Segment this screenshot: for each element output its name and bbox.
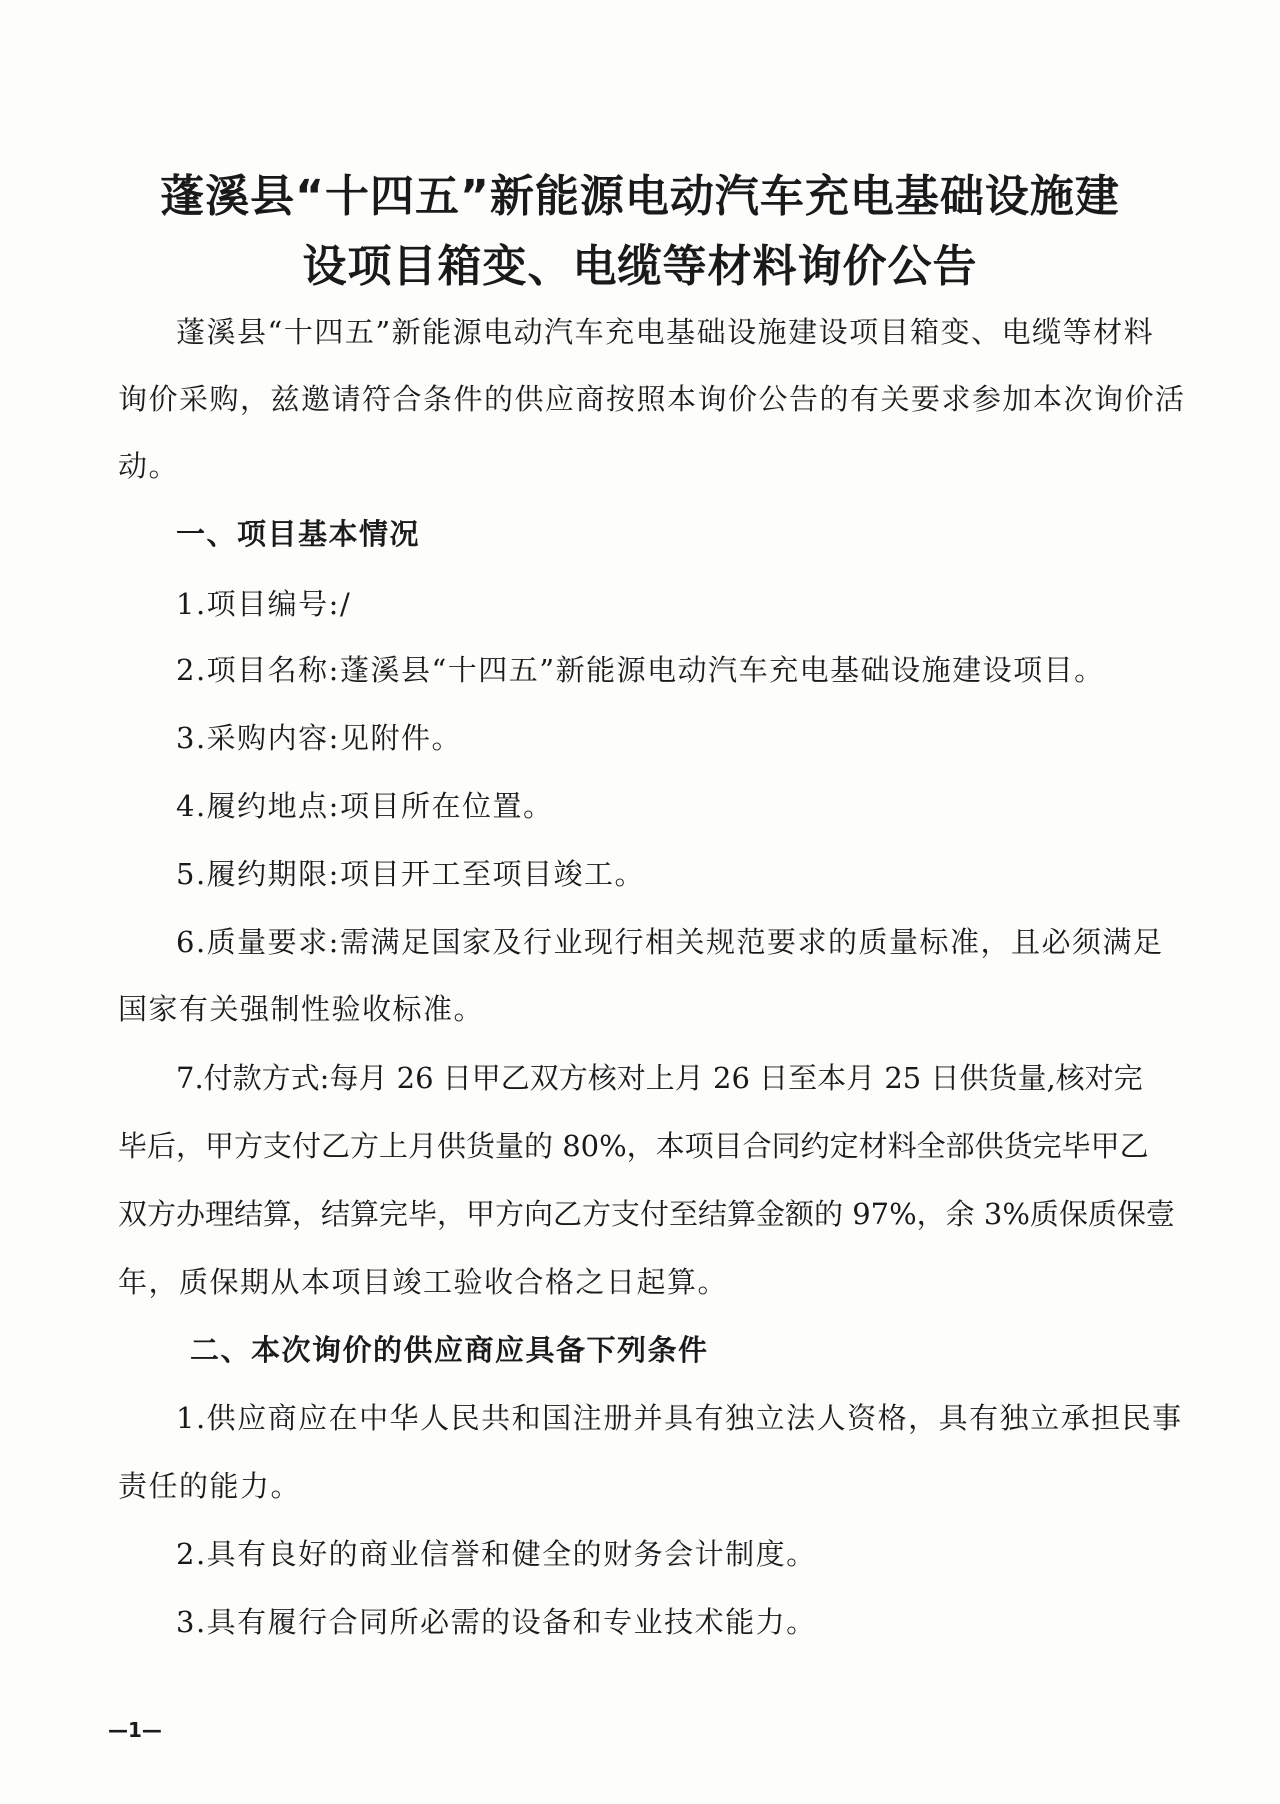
section-1-heading: 一、项目基本情况 [176,517,421,551]
item-technical-capability: 3.具有履行合同所必需的设备和专业技术能力。 [176,1605,817,1639]
item-project-number: 1.项目编号:/ [176,587,352,621]
item-quality-requirement-line-2: 国家有关强制性验收标准。 [118,992,485,1026]
item-performance-period: 5.履约期限:项目开工至项目竣工。 [176,857,645,891]
item-payment-method-line-2: 毕后，甲方支付乙方上月供货量的 80%，本项目合同约定材料全部供货完毕甲乙 [118,1129,1149,1163]
section-2-heading: 二、本次询价的供应商应具备下列条件 [190,1333,709,1367]
intro-paragraph-line-2: 询价采购，兹邀请符合条件的供应商按照本询价公告的有关要求参加本次询价活 [118,382,1186,416]
page-number: —1— [108,1718,162,1742]
document-title-line-2: 设项目箱变、电缆等材料询价公告 [302,241,978,292]
item-payment-method-line-4: 年，质保期从本项目竣工验收合格之日起算。 [118,1265,729,1299]
intro-paragraph-line-3: 动。 [118,449,180,483]
document-title-line-1: 蓬溪县“十四五”新能源电动汽车充电基础设施建 [160,171,1120,222]
item-payment-method-line-3: 双方办理结算，结算完毕，甲方向乙方支付至结算金额的 97%，余 3%质保质保壹 [118,1197,1175,1231]
item-procurement-content: 3.采购内容:见附件。 [176,721,462,755]
item-performance-location: 4.履约地点:项目所在位置。 [176,789,554,823]
intro-paragraph-line-1: 蓬溪县“十四五”新能源电动汽车充电基础设施建设项目箱变、电缆等材料 [176,315,1155,349]
item-project-name: 2.项目名称:蓬溪县“十四五”新能源电动汽车充电基础设施建设项目。 [176,653,1105,687]
item-quality-requirement-line-1: 6.质量要求:需满足国家及行业现行相关规范要求的质量标准，且必须满足 [176,925,1164,959]
item-business-reputation: 2.具有良好的商业信誉和健全的财务会计制度。 [176,1537,817,1571]
item-supplier-qualification-line-1: 1.供应商应在中华人民共和国注册并具有独立法人资格，具有独立承担民事 [176,1401,1183,1435]
item-payment-method-line-1: 7.付款方式:每月 26 日甲乙双方核对上月 26 日至本月 25 日供货量,核对完 [176,1061,1143,1095]
item-supplier-qualification-line-2: 责任的能力。 [118,1469,302,1503]
